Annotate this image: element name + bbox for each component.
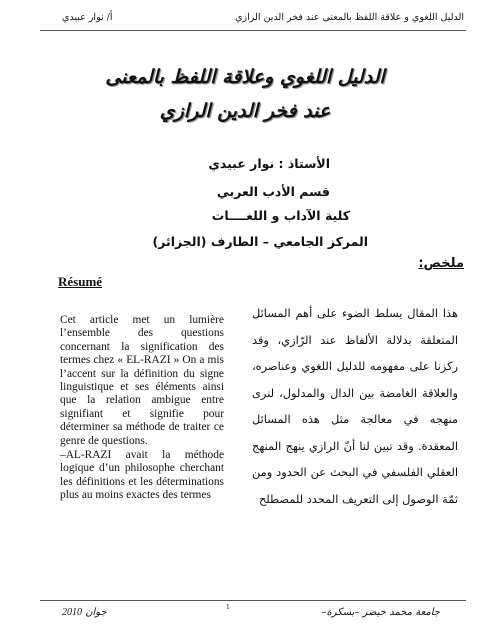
author-institution: المركز الجامعي – الطارف (الجزائر)	[152, 234, 368, 249]
abstract-ar-column	[252, 300, 458, 512]
abstract-fr-heading: Résumé	[58, 274, 103, 289]
abstract-fr-paragraph1: Cet article met un lumière l’ensemble des questions concernant la signification des termes chez « EL-RAZI » On a mis l’accent sur la définition du signe linguistique et ses éléments ainsi que la relation ambigue entre signifiant et signifie pour déterminer sa méthode de traiter ce genre de questions.	[60, 314, 224, 447]
footer-rule	[40, 600, 466, 601]
footer-year: 2010	[62, 607, 82, 618]
article-title-line2: عند فخر الدين الرازي	[159, 100, 331, 122]
author-name: الأستاذ : نوار عبيدي	[208, 156, 330, 171]
footer-month: جوان	[85, 607, 107, 618]
abstract-fr-column	[60, 314, 224, 503]
abstract-ar-heading: ملخص:	[418, 256, 464, 271]
abstract-fr-paragraph2: –AL-RAZI avait la méthode logique d’un philosophe cherchant les définitions et les déterminations plus au moins exactes des termes	[60, 449, 224, 502]
page-number: 1	[226, 604, 230, 611]
abstract-ar-text: هذا المقال يسلط الضوء على أهم المسائل المتعلقة بدلالة الألفاظ عند الرّازي، وقد ركزنا على مفهومه للدليل اللغوي وعناصره، والعلاقة الغامضة بين الدال والمدلول، لنرى منهجه في معالجة مثل هذه المسائل المعقدة. وقد تبين لنا أنّ الرازي ينهج المنهج العقلي الفلسفي في البحث عن الحدود ومن ثمّة الوصول إلى التعريف المحدد للمصطلح	[252, 306, 458, 506]
article-title-line1: الدليل اللغوي وعلاقة اللفظ بالمعنى	[105, 66, 385, 88]
author-faculty: كلية الآداب و اللغــــات	[211, 208, 350, 223]
header-rule	[40, 30, 466, 31]
footer-date	[62, 607, 107, 618]
footer-university: جامعة محمد خيضر –بسكرة–	[321, 607, 440, 618]
running-title: الدليل اللغوي و علاقة اللفظ بالمعنى عند فخر الدين الرازي	[235, 12, 464, 23]
running-author: أ/ نوار عبيدي	[62, 12, 113, 23]
author-department: قسم الأدب العربي	[216, 184, 330, 199]
